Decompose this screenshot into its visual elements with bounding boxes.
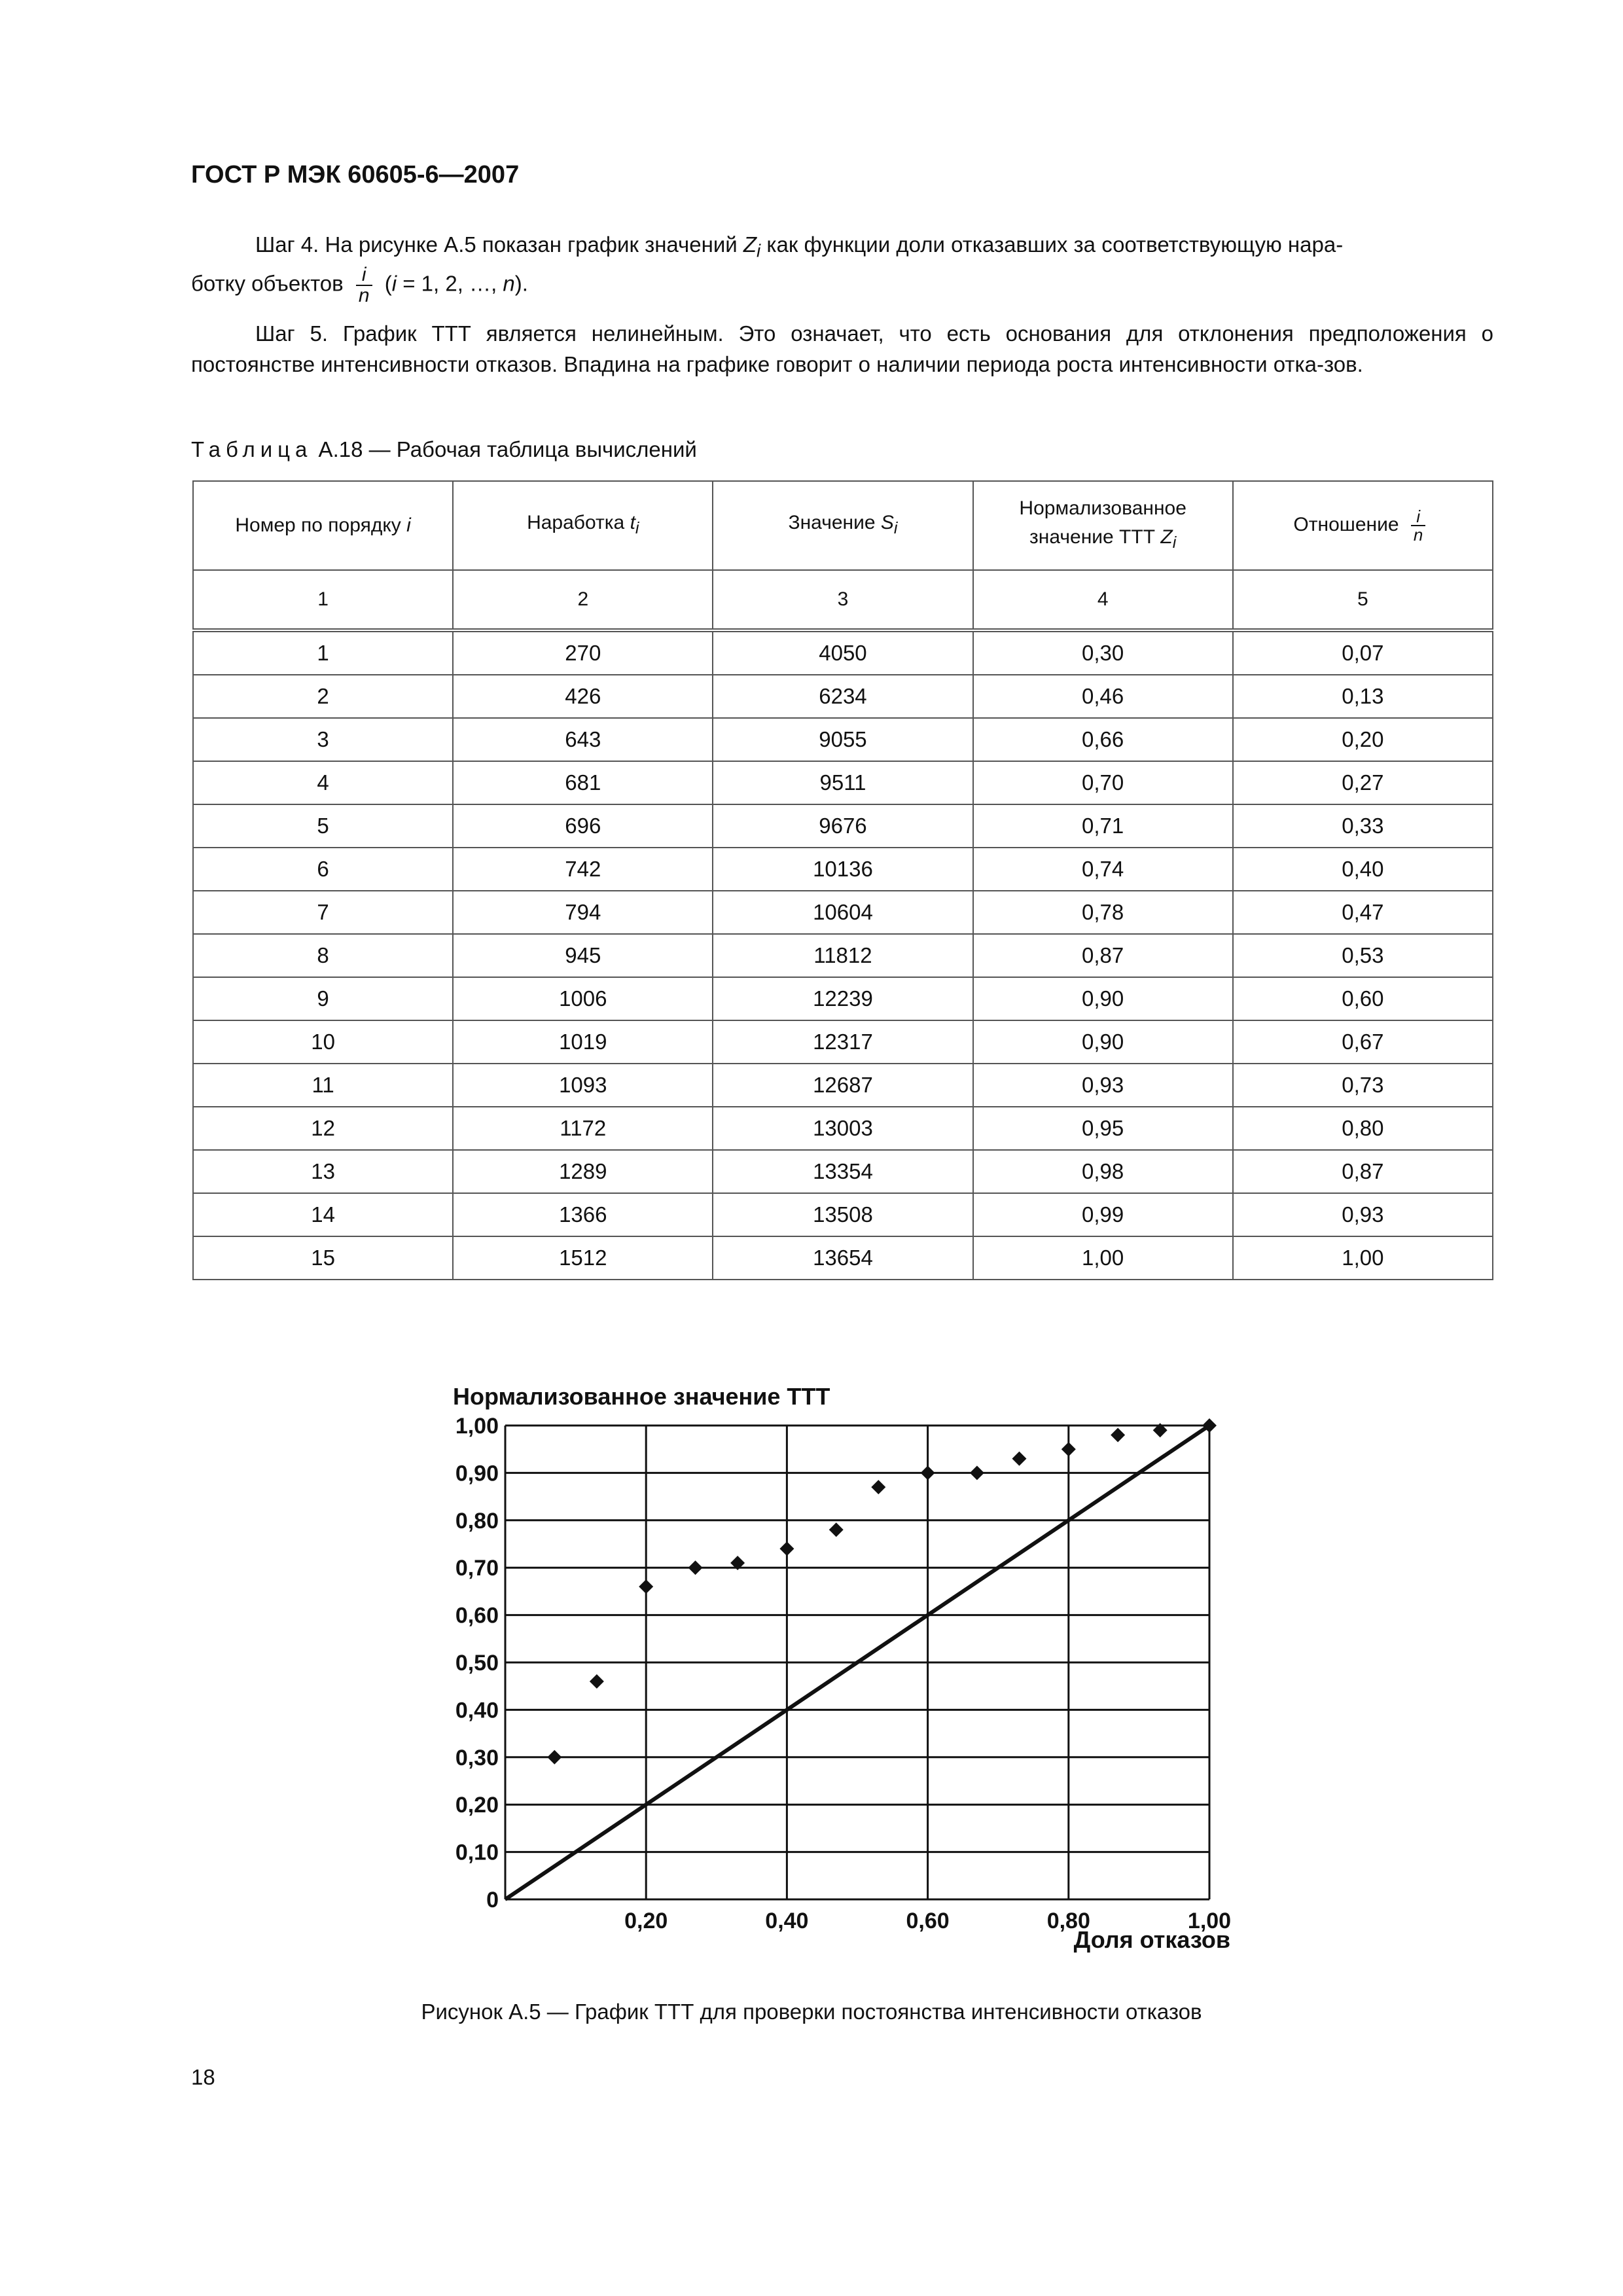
header-s-value: Значение $S_i$ <box>713 481 972 570</box>
table-cell: 0,13 <box>1233 675 1493 718</box>
index-range: = 1, 2, …, <box>397 271 503 296</box>
table-row <box>193 761 1493 804</box>
table-cell: 696 <box>453 804 713 848</box>
y-axis-label: Нормализованное значение ТТТ <box>453 1383 830 1410</box>
table-row <box>193 804 1493 848</box>
column-number: 5 <box>1233 570 1493 630</box>
fraction-i-over-n <box>356 265 372 306</box>
table-cell: 4 <box>193 761 453 804</box>
table-cell: 0,93 <box>973 1064 1233 1107</box>
table-cell: 0,60 <box>1233 977 1493 1020</box>
data-point-diamond <box>829 1522 844 1537</box>
table-cell: 9511 <box>713 761 972 804</box>
step4-paragraph <box>191 229 1493 266</box>
table-cell: 12239 <box>713 977 972 1020</box>
y-tick-labels <box>455 1414 499 1912</box>
y-tick-label: 1,00 <box>455 1414 499 1439</box>
table-cell: 10 <box>193 1020 453 1064</box>
table-cell: 945 <box>453 934 713 977</box>
step4-paragraph-line2 <box>191 265 528 306</box>
data-point-diamond <box>1012 1452 1026 1466</box>
table-cell: 15 <box>193 1236 453 1280</box>
table-cell: 0,71 <box>973 804 1233 848</box>
y-tick-label: 0,60 <box>455 1603 499 1628</box>
table-cell: 1289 <box>453 1150 713 1193</box>
step4-text-b: как функции доли отказавших за соответствующую нара- <box>760 232 1344 257</box>
column-number: 4 <box>973 570 1233 630</box>
table-cell: 0,87 <box>1233 1150 1493 1193</box>
table-cell: 0,47 <box>1233 891 1493 934</box>
table-cell: 0,90 <box>973 1020 1233 1064</box>
table-cell: 0,80 <box>1233 1107 1493 1150</box>
table-cell: 0,99 <box>973 1193 1233 1236</box>
table-cell: 7 <box>193 891 453 934</box>
table-cell: 426 <box>453 675 713 718</box>
table-row <box>193 675 1493 718</box>
table-cell: 13508 <box>713 1193 972 1236</box>
table-caption-label: Таблица <box>191 437 313 461</box>
table-cell: 1366 <box>453 1193 713 1236</box>
i-variable: i <box>391 271 397 296</box>
figure-caption: Рисунок А.5 — График ТТТ для проверки постоянства интенсивности отказов <box>421 2000 1202 2024</box>
table-cell: 1512 <box>453 1236 713 1280</box>
table-row <box>193 718 1493 761</box>
fraction-numerator: i <box>356 265 372 286</box>
table-cell: 14 <box>193 1193 453 1236</box>
data-point-diamond <box>639 1579 653 1594</box>
table-cell: 13003 <box>713 1107 972 1150</box>
table-row <box>193 630 1493 675</box>
table-cell: 4050 <box>713 630 972 675</box>
table-cell: 11 <box>193 1064 453 1107</box>
table-cell: 1172 <box>453 1107 713 1150</box>
table-cell: 1019 <box>453 1020 713 1064</box>
table-cell: 8 <box>193 934 453 977</box>
document-header: ГОСТ Р МЭК 60605-6—2007 <box>191 161 520 188</box>
table-row <box>193 1193 1493 1236</box>
data-point-diamond <box>1061 1442 1076 1456</box>
z-subscript: i <box>757 240 761 261</box>
table-cell: 10604 <box>713 891 972 934</box>
table-cell: 0,20 <box>1233 718 1493 761</box>
x-tick-label: 0,20 <box>624 1909 668 1933</box>
table-cell: 742 <box>453 848 713 891</box>
table-cell: 13 <box>193 1150 453 1193</box>
table-cell: 0,93 <box>1233 1193 1493 1236</box>
table-cell: 0,30 <box>973 630 1233 675</box>
table-cell: 0,40 <box>1233 848 1493 891</box>
table-cell: 1006 <box>453 977 713 1020</box>
data-point-diamond <box>688 1560 703 1575</box>
step4-text-c: ботку объектов <box>191 271 344 296</box>
table-row <box>193 848 1493 891</box>
x-tick-label: 0,40 <box>765 1909 809 1933</box>
y-tick-label: 0,20 <box>455 1793 499 1818</box>
table-cell: 13654 <box>713 1236 972 1280</box>
table-cell: 1093 <box>453 1064 713 1107</box>
table-caption-title: А.18 — Рабочая таблица вычислений <box>312 437 697 461</box>
n-variable: n <box>503 271 515 296</box>
y-tick-label: 0,80 <box>455 1508 499 1534</box>
table-row <box>193 1150 1493 1193</box>
table-cell: 0,46 <box>973 675 1233 718</box>
table-row <box>193 977 1493 1020</box>
table-cell: 643 <box>453 718 713 761</box>
x-tick-label: 1,00 <box>1187 1909 1232 1933</box>
ttt-chart-svg <box>0 1361 1623 1990</box>
data-point-diamond <box>547 1750 562 1765</box>
table-cell: 1,00 <box>973 1236 1233 1280</box>
table-cell: 0,98 <box>973 1150 1233 1193</box>
data-point-diamond <box>921 1465 935 1480</box>
data-points <box>547 1418 1217 1765</box>
table-cell: 0,27 <box>1233 761 1493 804</box>
table-cell: 2 <box>193 675 453 718</box>
table-body <box>193 630 1493 1280</box>
step4-text-a: Шаг 4. На рисунке А.5 показан график значений <box>255 232 743 257</box>
table-cell: 3 <box>193 718 453 761</box>
page-number: 18 <box>191 2065 215 2089</box>
y-tick-label: 0,40 <box>455 1698 499 1723</box>
table-cell: 11812 <box>713 934 972 977</box>
header-normalized-ttt: Нормализованное значение ТТТ $Z_i$ <box>973 481 1233 570</box>
header-ratio-fraction: $\frac{i}{n}$ <box>1411 508 1425 543</box>
table-cell: 0,67 <box>1233 1020 1493 1064</box>
table-cell: 6234 <box>713 675 972 718</box>
z-variable: Z <box>743 232 757 257</box>
table-cell: 0,66 <box>973 718 1233 761</box>
table-cell: 9 <box>193 977 453 1020</box>
table-cell: 0,87 <box>973 934 1233 977</box>
table-cell: 5 <box>193 804 453 848</box>
table-row <box>193 891 1493 934</box>
table-cell: 9055 <box>713 718 972 761</box>
table-header-row <box>193 481 1493 570</box>
step5-paragraph: Шаг 5. График ТТТ является нелинейным. Это означает, что есть основания для отклонения предположения о постоянстве интенсивности отказов. Впадина на графике говорит о наличии периода роста интенсивности отка-зов. <box>191 321 1493 376</box>
table-cell: 0,53 <box>1233 934 1493 977</box>
table-row <box>193 1236 1493 1280</box>
table-cell: 12 <box>193 1107 453 1150</box>
y-tick-label: 0,30 <box>455 1745 499 1770</box>
column-number: 2 <box>453 570 713 630</box>
x-axis-label: Доля отказов <box>1073 1926 1230 1953</box>
x-tick-label: 0,80 <box>1046 1909 1090 1933</box>
ttt-chart <box>0 1361 1623 1990</box>
table-cell: 0,90 <box>973 977 1233 1020</box>
fraction-denominator: n <box>358 285 370 306</box>
data-point-diamond <box>590 1674 604 1689</box>
table-cell: 12317 <box>713 1020 972 1064</box>
table-cell: 1,00 <box>1233 1236 1493 1280</box>
table-cell: 6 <box>193 848 453 891</box>
table-cell: 681 <box>453 761 713 804</box>
data-point-diamond <box>970 1465 984 1480</box>
data-point-diamond <box>1111 1427 1125 1442</box>
y-tick-label: 0,70 <box>455 1556 499 1581</box>
table-cell: 0,07 <box>1233 630 1493 675</box>
paren-close: ). <box>514 271 528 296</box>
header-operating-time: Наработка $t_i$ <box>453 481 713 570</box>
y-tick-label: 0 <box>486 1888 499 1912</box>
y-tick-label: 0,10 <box>455 1840 499 1865</box>
header-ratio: Отношение $\frac{i}{n}$ <box>1233 481 1493 570</box>
table-row <box>193 1107 1493 1150</box>
table-cell: 0,70 <box>973 761 1233 804</box>
work-table <box>192 480 1493 1280</box>
table-cell: 9676 <box>713 804 972 848</box>
table-cell: 0,78 <box>973 891 1233 934</box>
table-cell: 10136 <box>713 848 972 891</box>
column-number: 1 <box>193 570 453 630</box>
table-row <box>193 1020 1493 1064</box>
y-tick-label: 0,50 <box>455 1651 499 1676</box>
table-cell: 794 <box>453 891 713 934</box>
y-tick-label: 0,90 <box>455 1461 499 1486</box>
x-tick-label: 0,60 <box>906 1909 950 1933</box>
paren-open: ( <box>384 271 392 296</box>
table-cell: 12687 <box>713 1064 972 1107</box>
header-order-number: Номер по порядку i <box>193 481 453 570</box>
data-point-diamond <box>779 1541 794 1556</box>
table-cell: 270 <box>453 630 713 675</box>
table-cell: 0,33 <box>1233 804 1493 848</box>
column-number-row <box>193 570 1493 630</box>
table-cell: 0,73 <box>1233 1064 1493 1107</box>
table-cell: 0,95 <box>973 1107 1233 1150</box>
data-point-diamond <box>871 1480 885 1494</box>
table-row <box>193 934 1493 977</box>
column-number: 3 <box>713 570 972 630</box>
table-cell: 13354 <box>713 1150 972 1193</box>
table-cell: 1 <box>193 630 453 675</box>
table-row <box>193 1064 1493 1107</box>
table-cell: 0,74 <box>973 848 1233 891</box>
table-caption <box>191 437 697 462</box>
